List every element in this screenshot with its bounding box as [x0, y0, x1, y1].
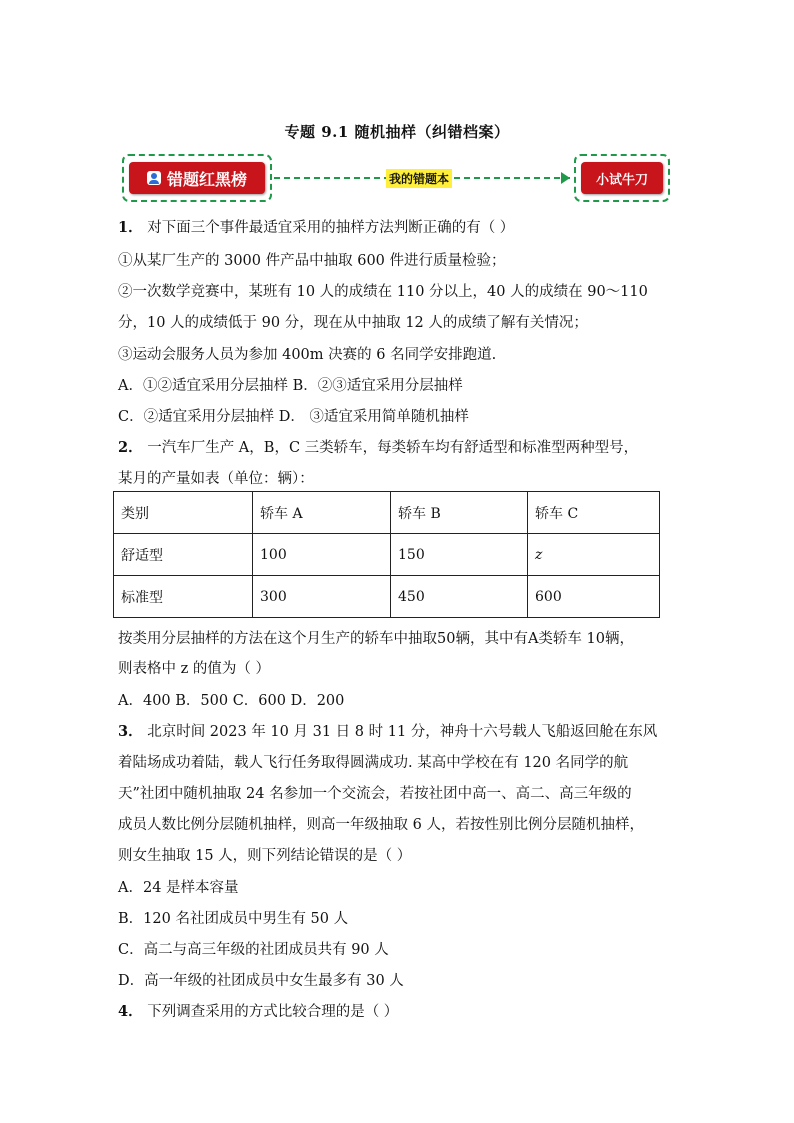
table-header-cell: 轿车 B — [391, 492, 528, 534]
arrow-right-icon — [561, 172, 570, 184]
q1-item-2: ②一次数学竞赛中，某班有 10 人的成绩在 110 分以上，40 人的成绩在 90～110 — [118, 284, 648, 300]
q1-item-2-cont: 分，10 人的成绩低于 90 分，现在从中抽取 12 人的成绩了解有关情况； — [118, 315, 588, 331]
wrong-questions-button[interactable] — [122, 154, 272, 202]
practice-button[interactable] — [574, 154, 670, 202]
q2-after-line2: 则表格中 z 的值为（ ） — [118, 661, 270, 677]
q1-number: 1． — [118, 219, 143, 236]
q1-item-1: ①从某厂生产的 3000 件产品中抽取 600 件进行质量检验； — [118, 253, 506, 269]
q3-stem — [118, 720, 657, 741]
table-cell: 100 — [253, 534, 391, 576]
q4-stem-text: 下列调查采用的方式比较合理的是（ ） — [142, 1004, 399, 1020]
my-notebook-label: 我的错题本 — [386, 169, 452, 188]
q3-option-c: C．高二与高三年级的社团成员共有 90 人 — [118, 942, 389, 958]
wrong-questions-label: 错题红黑榜 — [166, 169, 247, 189]
q3-number: 3． — [118, 723, 143, 740]
q1-stem-text: 对下面三个事件最适宜采用的抽样方法判断正确的有（ ） — [142, 220, 515, 236]
table-cell: 450 — [391, 576, 528, 618]
q2-stem-text: 一汽车厂生产 A，B，C 三类轿车，每类轿车均有舒适型和标准型两种型号， — [142, 440, 639, 456]
q2-number: 2． — [118, 439, 143, 456]
q3-line-3: 天”社团中随机抽取 24 名参加一个交流会，若按社团中高一、高二、高三年级的 — [118, 786, 632, 802]
q2-after-line1: 按类用分层抽样的方法在这个月生产的轿车中抽取50辆，其中有A类轿车 10辆， — [118, 631, 634, 647]
table-row — [114, 576, 660, 618]
q4-number: 4． — [118, 1003, 143, 1020]
production-table — [113, 491, 660, 618]
q1-option-cd: C．②适宜采用分层抽样 D． ③适宜采用简单随机抽样 — [118, 409, 469, 425]
table-cell: 600 — [528, 576, 660, 618]
table-cell: 150 — [391, 534, 528, 576]
q3-option-d: D．高一年级的社团成员中女生最多有 30 人 — [118, 973, 404, 989]
q3-option-a: A．24 是样本容量 — [118, 880, 239, 896]
q1-stem — [118, 216, 514, 237]
table-header-cell: 类别 — [114, 492, 253, 534]
table-cell: 标准型 — [114, 576, 253, 618]
table-row — [114, 534, 660, 576]
q3-line-5: 则女生抽取 15 人，则下列结论错误的是（ ） — [118, 848, 412, 864]
q2-stem-line2: 某月的产量如表（单位：辆）： — [118, 471, 314, 487]
q3-option-b: B．120 名社团成员中男生有 50 人 — [118, 911, 349, 927]
q3-line-4: 成员人数比例分层随机抽样，则高一年级抽取 6 人，若按性别比例分层随机抽样， — [118, 817, 644, 833]
banner — [122, 154, 670, 204]
table-header-row — [114, 492, 660, 534]
q1-option-ab: A．①②适宜采用分层抽样 B．②③适宜采用分层抽样 — [118, 378, 463, 394]
user-icon — [147, 171, 161, 185]
table-header-cell: 轿车 C — [528, 492, 660, 534]
q3-line-2: 着陆场成功着陆，载人飞行任务取得圆满成功. 某高中学校在有 120 名同学的航 — [118, 755, 629, 771]
q2-options: A．400 B．500 C．600 D．200 — [118, 693, 345, 709]
table-cell: 舒适型 — [114, 534, 253, 576]
q4-stem — [118, 1000, 398, 1021]
q3-stem-text: 北京时间 2023 年 10 月 31 日 8 时 11 分，神舟十六号载人飞船返回舱在东风 — [142, 724, 658, 740]
practice-label: 小试牛刀 — [595, 172, 648, 188]
table-cell: z — [528, 534, 660, 576]
page-title: 专题 9.1 随机抽样（纠错档案） — [284, 123, 510, 141]
table-header-cell: 轿车 A — [253, 492, 391, 534]
q2-stem — [118, 436, 638, 457]
q1-item-3: ③运动会服务人员为参加 400m 决赛的 6 名同学安排跑道. — [118, 347, 497, 363]
table-cell: 300 — [253, 576, 391, 618]
